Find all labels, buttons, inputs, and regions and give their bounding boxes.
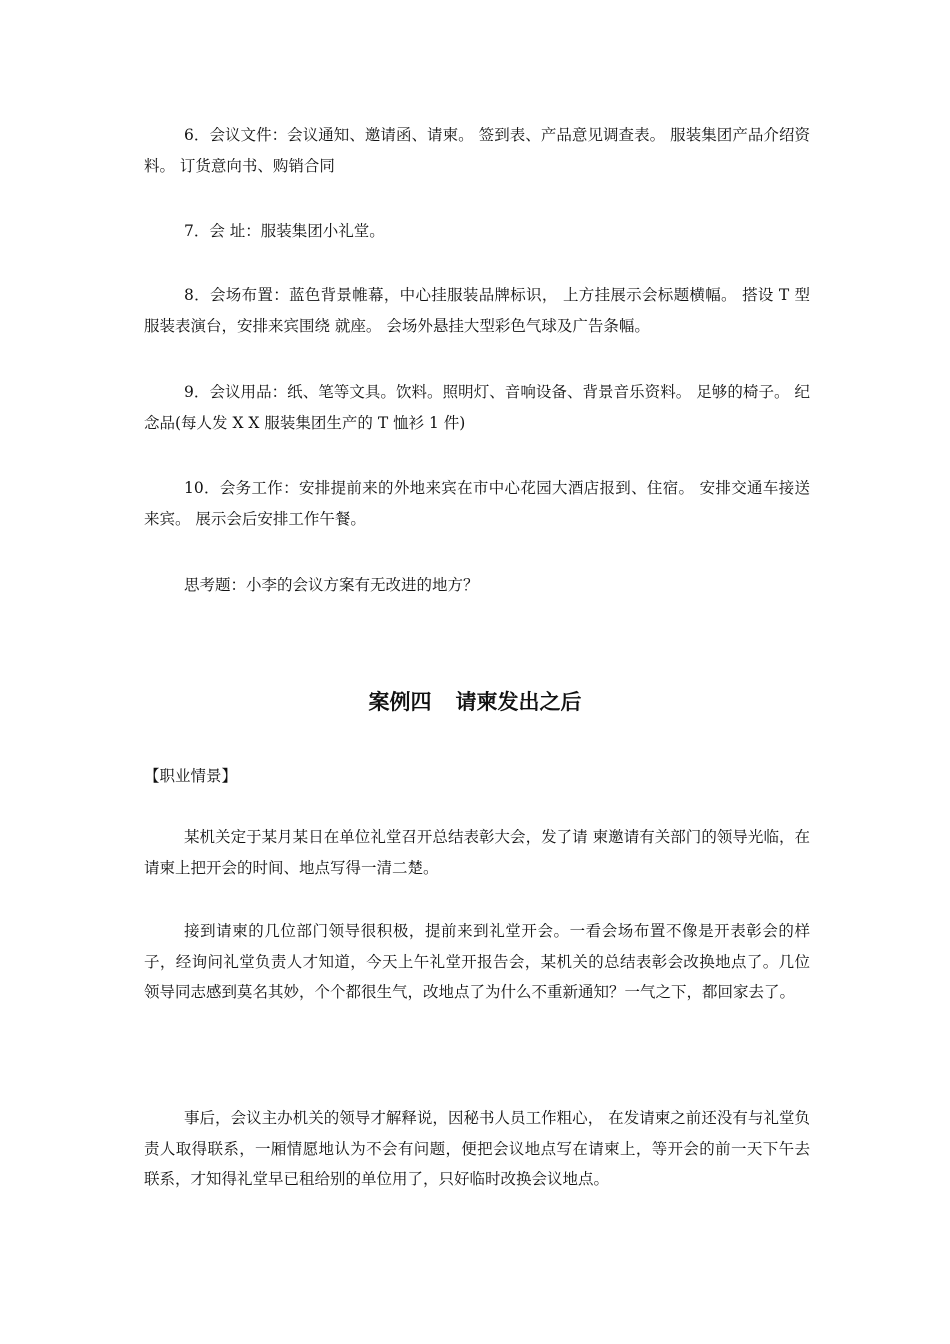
case-paragraph: 事后，会议主办机关的领导才解释说，因秘书人员工作粗心， 在发请柬之前还没有与礼堂负责人取得联系，一厢情愿地认为不会有问题，便把会议地点写在请柬上，等开会的前一天下午去联系，才知得礼堂早已租给别的单位用了，只好临时改换会议地点。 <box>144 1109 810 1188</box>
item-6-documents: 6．会议文件：会议通知、邀请函、请柬。 签到表、产品意见调查表。 服装集团产品介绍资料。 订货意向书、购销合同 <box>144 126 810 175</box>
item-10-affairs: 10．会务工作：安排提前来的外地来宾在市中心花园大酒店报到、住宿。 安排交通车接送来宾。 展示会后安排工作午餐。 <box>144 479 810 528</box>
item-7-venue: 7．会 址：服装集团小礼堂。 <box>184 222 385 240</box>
question: 思考题：小李的会议方案有无改进的地方？ <box>184 576 479 594</box>
case-paragraph: 接到请柬的几位部门领导很积极，提前来到礼堂开会。一看会场布置不像是开表彰会的样子，经询问礼堂负责人才知道，今天上午礼堂开报告会，某机关的总结表彰会改换地点了。几位领导同志感到莫名其妙，个个都很生气，改地点了为什么不重新通知？一气之下，都回家去了。 <box>144 922 810 1001</box>
case-title-text: 请柬发出之后 <box>455 689 582 714</box>
item-8-layout: 8．会场布置：蓝色背景帷幕，中心挂服装品牌标识， 上方挂展示会标题横幅。 搭设 T 型服装表演台，安排来宾围绕 就座。 会场外悬挂大型彩色气球及广告条幅。 <box>144 286 810 335</box>
case-paragraph: 某机关定于某月某日在单位礼堂召开总结表彰大会，发了请 柬邀请有关部门的领导光临，在请柬上把开会的时间、地点写得一清二楚。 <box>144 828 810 877</box>
item-9-supplies: 9．会议用品：纸、笔等文具。饮料。照明灯、音响设备、背景音乐资料。 足够的椅子。 纪念品(每人发 X X 服装集团生产的 T 恤衫 1 件) <box>144 383 810 432</box>
case-title-number: 案例四 <box>368 689 432 714</box>
case-title <box>0 687 950 717</box>
section-label: 【职业情景】 <box>144 767 238 785</box>
